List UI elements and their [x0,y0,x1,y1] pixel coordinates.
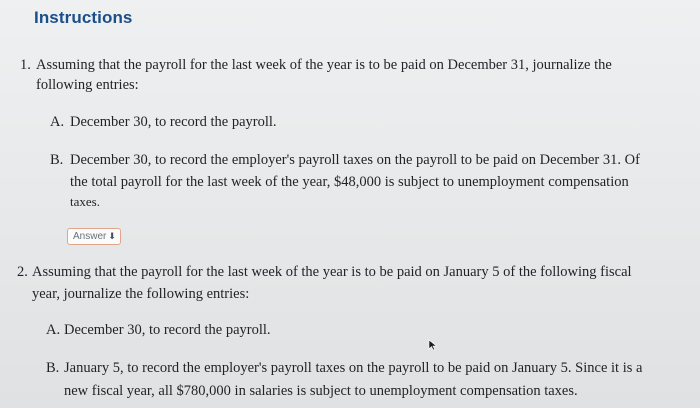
item-1b-line-1: December 30, to record the employer's payroll taxes on the payroll to be paid on December 31. Of [70,152,640,168]
item-2a-letter: A. [46,322,61,338]
item-2a-text: December 30, to record the payroll. [64,322,271,338]
item-2-line-2: year, journalize the following entries: [32,286,250,302]
item-2-number: 2. [17,264,28,280]
item-1b-line-3: taxes. [70,194,100,209]
item-1-line-2: following entries: [36,77,139,93]
item-2-line-1: Assuming that the payroll for the last week of the year is to be paid on January 5 of the following fiscal [32,264,632,280]
item-2b-line-1: January 5, to record the employer's payroll taxes on the payroll to be paid on January 5. Since it is a [64,360,643,376]
answer-button-label: Answer [73,231,107,242]
item-1b-letter: B. [50,152,64,168]
page-title: Instructions [34,8,133,27]
item-2b-line-2: new fiscal year, all $780,000 in salaries is subject to unemployment compensation taxes. [64,383,578,399]
item-1a-letter: A. [50,114,65,130]
item-1a-text: December 30, to record the payroll. [70,114,277,130]
item-1-number: 1. [20,57,31,73]
item-2b-letter: B. [46,360,60,376]
item-1-line-1: Assuming that the payroll for the last week of the year is to be paid on December 31, journalize the [36,57,612,73]
arrow-down-icon: ⬇ [108,231,116,241]
item-1b-line-2: the total payroll for the last week of the year, $48,000 is subject to unemployment compensation [70,174,629,190]
mouse-cursor-icon [428,339,438,351]
answer-button[interactable] [67,228,121,245]
